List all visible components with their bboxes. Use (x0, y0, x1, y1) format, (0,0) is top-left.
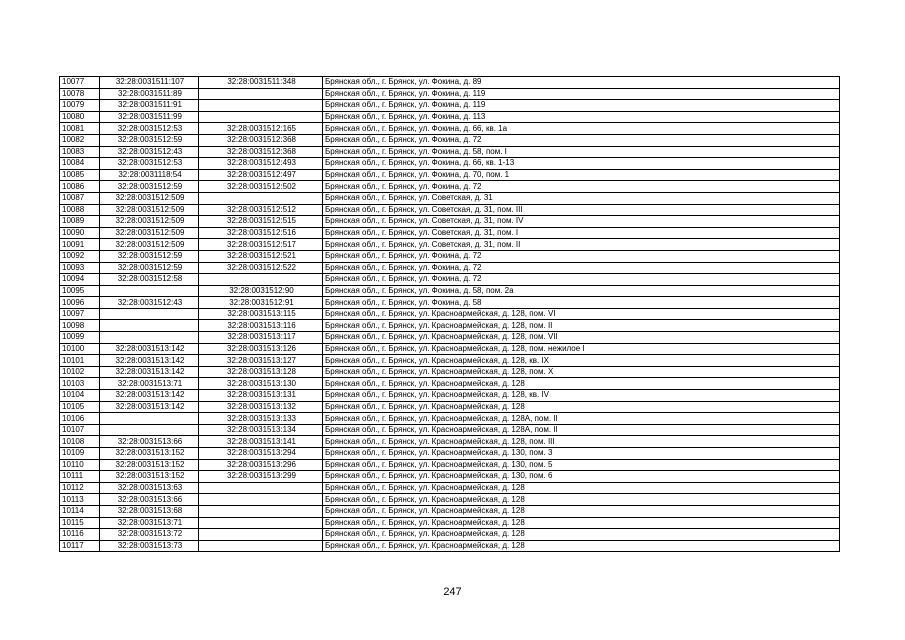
address-cell: Брянская обл., г. Брянск, ул. Красноармейская, д. 128 (323, 540, 840, 552)
row-number-cell: 10084 (60, 158, 100, 170)
object-cadastral-number-cell: 32:28:0031513:132 (199, 401, 323, 413)
object-cadastral-number-cell (199, 529, 323, 541)
address-cell: Брянская обл., г. Брянск, ул. Красноармейская, д. 128 (323, 517, 840, 529)
object-cadastral-number-cell: 32:28:0031513:296 (199, 459, 323, 471)
address-cell: Брянская обл., г. Брянск, ул. Фокина, д. 119 (323, 88, 840, 100)
address-cell: Брянская обл., г. Брянск, ул. Красноармейская, д. 130, пом. 3 (323, 448, 840, 460)
table-row (60, 378, 840, 390)
parcel-cadastral-number-cell: 32:28:0031512:509 (100, 192, 199, 204)
object-cadastral-number-cell: 32:28:0031512:516 (199, 227, 323, 239)
address-cell: Брянская обл., г. Брянск, ул. Фокина, д. 113 (323, 111, 840, 123)
row-number-cell: 10116 (60, 529, 100, 541)
parcel-cadastral-number-cell: 32:28:0031511:91 (100, 100, 199, 112)
row-number-cell: 10086 (60, 181, 100, 193)
parcel-cadastral-number-cell (100, 413, 199, 425)
parcel-cadastral-number-cell: 32:28:0031512:43 (100, 146, 199, 158)
row-number-cell: 10113 (60, 494, 100, 506)
row-number-cell: 10101 (60, 355, 100, 367)
registry-table-body (60, 77, 840, 552)
address-cell: Брянская обл., г. Брянск, ул. Красноармейская, д. 128, пом. VII (323, 332, 840, 344)
table-row (60, 505, 840, 517)
address-cell: Брянская обл., г. Брянск, ул. Советская, д. 31 (323, 192, 840, 204)
table-row (60, 227, 840, 239)
object-cadastral-number-cell: 32:28:0031513:131 (199, 390, 323, 402)
address-cell: Брянская обл., г. Брянск, ул. Фокина, д. 66, кв. 1-13 (323, 158, 840, 170)
table-row (60, 204, 840, 216)
address-cell: Брянская обл., г. Брянск, ул. Красноармейская, д. 128, кв. IX (323, 355, 840, 367)
parcel-cadastral-number-cell: 32:28:0031512:59 (100, 250, 199, 262)
row-number-cell: 10107 (60, 424, 100, 436)
object-cadastral-number-cell: 32:28:0031513:294 (199, 448, 323, 460)
object-cadastral-number-cell (199, 505, 323, 517)
parcel-cadastral-number-cell: 32:28:0031512:53 (100, 123, 199, 135)
address-cell: Брянская обл., г. Брянск, ул. Красноармейская, д. 130, пом. 5 (323, 459, 840, 471)
row-number-cell: 10111 (60, 471, 100, 483)
object-cadastral-number-cell: 32:28:0031513:299 (199, 471, 323, 483)
address-cell: Брянская обл., г. Брянск, ул. Красноармейская, д. 128, пом. III (323, 436, 840, 448)
address-cell: Брянская обл., г. Брянск, ул. Фокина, д. 89 (323, 77, 840, 89)
row-number-cell: 10094 (60, 274, 100, 286)
row-number-cell: 10115 (60, 517, 100, 529)
address-cell: Брянская обл., г. Брянск, ул. Советская, д. 31, пом. II (323, 239, 840, 251)
table-row (60, 169, 840, 181)
row-number-cell: 10080 (60, 111, 100, 123)
address-cell: Брянская обл., г. Брянск, ул. Красноармейская, д. 128, пом. X (323, 366, 840, 378)
parcel-cadastral-number-cell: 32:28:0031512:509 (100, 204, 199, 216)
parcel-cadastral-number-cell: 32:28:0031512:53 (100, 158, 199, 170)
parcel-cadastral-number-cell: 32:28:0031512:509 (100, 216, 199, 228)
object-cadastral-number-cell: 32:28:0031512:517 (199, 239, 323, 251)
address-cell: Брянская обл., г. Брянск, ул. Красноармейская, д. 128 (323, 482, 840, 494)
object-cadastral-number-cell: 32:28:0031512:502 (199, 181, 323, 193)
parcel-cadastral-number-cell (100, 332, 199, 344)
row-number-cell: 10091 (60, 239, 100, 251)
row-number-cell: 10079 (60, 100, 100, 112)
object-cadastral-number-cell: 32:28:0031513:126 (199, 343, 323, 355)
row-number-cell: 10077 (60, 77, 100, 89)
object-cadastral-number-cell: 32:28:0031513:133 (199, 413, 323, 425)
parcel-cadastral-number-cell: 32:28:0031511:89 (100, 88, 199, 100)
parcel-cadastral-number-cell (100, 320, 199, 332)
row-number-cell: 10085 (60, 169, 100, 181)
table-row (60, 297, 840, 309)
table-row (60, 192, 840, 204)
row-number-cell: 10083 (60, 146, 100, 158)
row-number-cell: 10099 (60, 332, 100, 344)
object-cadastral-number-cell: 32:28:0031512:368 (199, 134, 323, 146)
object-cadastral-number-cell (199, 482, 323, 494)
parcel-cadastral-number-cell: 32:28:0031511:99 (100, 111, 199, 123)
object-cadastral-number-cell: 32:28:0031512:515 (199, 216, 323, 228)
address-cell: Брянская обл., г. Брянск, ул. Красноармейская, д. 128, пом. II (323, 320, 840, 332)
object-cadastral-number-cell: 32:28:0031513:117 (199, 332, 323, 344)
table-row (60, 332, 840, 344)
address-cell: Брянская обл., г. Брянск, ул. Красноармейская, д. 128 (323, 529, 840, 541)
table-row (60, 123, 840, 135)
parcel-cadastral-number-cell: 32:28:0031513:71 (100, 517, 199, 529)
row-number-cell: 10105 (60, 401, 100, 413)
row-number-cell: 10117 (60, 540, 100, 552)
table-row (60, 77, 840, 89)
address-cell: Брянская обл., г. Брянск, ул. Красноармейская, д. 128 (323, 378, 840, 390)
table-row (60, 366, 840, 378)
address-cell: Брянская обл., г. Брянск, ул. Красноармейская, д. 128 (323, 505, 840, 517)
object-cadastral-number-cell: 32:28:0031512:368 (199, 146, 323, 158)
parcel-cadastral-number-cell: 32:28:0031512:509 (100, 239, 199, 251)
table-row (60, 285, 840, 297)
address-cell: Брянская обл., г. Брянск, ул. Красноармейская, д. 128 (323, 401, 840, 413)
table-row (60, 540, 840, 552)
object-cadastral-number-cell: 32:28:0031512:512 (199, 204, 323, 216)
object-cadastral-number-cell (199, 111, 323, 123)
parcel-cadastral-number-cell: 32:28:0031513:152 (100, 459, 199, 471)
table-row (60, 424, 840, 436)
parcel-cadastral-number-cell: 32:28:0031118:54 (100, 169, 199, 181)
parcel-cadastral-number-cell: 32:28:0031513:142 (100, 343, 199, 355)
row-number-cell: 10102 (60, 366, 100, 378)
parcel-cadastral-number-cell: 32:28:0031511:107 (100, 77, 199, 89)
table-row (60, 494, 840, 506)
table-row (60, 111, 840, 123)
parcel-cadastral-number-cell (100, 285, 199, 297)
table-row (60, 308, 840, 320)
address-cell: Брянская обл., г. Брянск, ул. Фокина, д. 72 (323, 274, 840, 286)
object-cadastral-number-cell (199, 274, 323, 286)
row-number-cell: 10098 (60, 320, 100, 332)
row-number-cell: 10090 (60, 227, 100, 239)
address-cell: Брянская обл., г. Брянск, ул. Красноармейская, д. 128, кв. IV (323, 390, 840, 402)
table-row (60, 320, 840, 332)
table-row (60, 459, 840, 471)
object-cadastral-number-cell: 32:28:0031512:165 (199, 123, 323, 135)
row-number-cell: 10078 (60, 88, 100, 100)
object-cadastral-number-cell (199, 88, 323, 100)
row-number-cell: 10093 (60, 262, 100, 274)
parcel-cadastral-number-cell: 32:28:0031512:59 (100, 181, 199, 193)
address-cell: Брянская обл., г. Брянск, ул. Фокина, д. 119 (323, 100, 840, 112)
parcel-cadastral-number-cell: 32:28:0031512:59 (100, 134, 199, 146)
object-cadastral-number-cell: 32:28:0031513:130 (199, 378, 323, 390)
row-number-cell: 10082 (60, 134, 100, 146)
object-cadastral-number-cell: 32:28:0031511:348 (199, 77, 323, 89)
row-number-cell: 10089 (60, 216, 100, 228)
row-number-cell: 10095 (60, 285, 100, 297)
parcel-cadastral-number-cell: 32:28:0031512:509 (100, 227, 199, 239)
object-cadastral-number-cell: 32:28:0031513:128 (199, 366, 323, 378)
row-number-cell: 10109 (60, 448, 100, 460)
parcel-cadastral-number-cell: 32:28:0031513:72 (100, 529, 199, 541)
object-cadastral-number-cell: 32:28:0031513:127 (199, 355, 323, 367)
object-cadastral-number-cell (199, 192, 323, 204)
parcel-cadastral-number-cell: 32:28:0031513:68 (100, 505, 199, 517)
address-cell: Брянская обл., г. Брянск, ул. Красноармейская, д. 128, пом. VI (323, 308, 840, 320)
object-cadastral-number-cell (199, 540, 323, 552)
table-row (60, 529, 840, 541)
address-cell: Брянская обл., г. Брянск, ул. Фокина, д. 70, пом. 1 (323, 169, 840, 181)
object-cadastral-number-cell: 32:28:0031513:141 (199, 436, 323, 448)
table-row (60, 482, 840, 494)
row-number-cell: 10108 (60, 436, 100, 448)
address-cell: Брянская обл., г. Брянск, ул. Фокина, д. 58, пом. 2а (323, 285, 840, 297)
parcel-cadastral-number-cell: 32:28:0031513:142 (100, 401, 199, 413)
table-row (60, 239, 840, 251)
row-number-cell: 10114 (60, 505, 100, 517)
parcel-cadastral-number-cell: 32:28:0031513:66 (100, 436, 199, 448)
row-number-cell: 10087 (60, 192, 100, 204)
table-row (60, 88, 840, 100)
object-cadastral-number-cell: 32:28:0031512:521 (199, 250, 323, 262)
row-number-cell: 10104 (60, 390, 100, 402)
object-cadastral-number-cell: 32:28:0031513:134 (199, 424, 323, 436)
property-registry-table (59, 76, 840, 552)
parcel-cadastral-number-cell: 32:28:0031513:63 (100, 482, 199, 494)
row-number-cell: 10100 (60, 343, 100, 355)
row-number-cell: 10112 (60, 482, 100, 494)
parcel-cadastral-number-cell: 32:28:0031512:58 (100, 274, 199, 286)
address-cell: Брянская обл., г. Брянск, ул. Фокина, д. 66, кв. 1а (323, 123, 840, 135)
object-cadastral-number-cell: 32:28:0031512:497 (199, 169, 323, 181)
row-number-cell: 10106 (60, 413, 100, 425)
table-row (60, 158, 840, 170)
table-row (60, 448, 840, 460)
object-cadastral-number-cell (199, 494, 323, 506)
table-row (60, 181, 840, 193)
address-cell: Брянская обл., г. Брянск, ул. Красноармейская, д. 130, пом. 6 (323, 471, 840, 483)
address-cell: Брянская обл., г. Брянск, ул. Фокина, д. 72 (323, 262, 840, 274)
table-row (60, 436, 840, 448)
object-cadastral-number-cell: 32:28:0031513:116 (199, 320, 323, 332)
address-cell: Брянская обл., г. Брянск, ул. Фокина, д. 72 (323, 134, 840, 146)
table-row (60, 343, 840, 355)
object-cadastral-number-cell: 32:28:0031512:493 (199, 158, 323, 170)
object-cadastral-number-cell: 32:28:0031513:115 (199, 308, 323, 320)
table-row (60, 262, 840, 274)
parcel-cadastral-number-cell: 32:28:0031513:71 (100, 378, 199, 390)
page-number: 247 (443, 586, 462, 598)
table-row (60, 216, 840, 228)
object-cadastral-number-cell (199, 100, 323, 112)
address-cell: Брянская обл., г. Брянск, ул. Красноармейская, д. 128А, пом. II (323, 413, 840, 425)
address-cell: Брянская обл., г. Брянск, ул. Фокина, д. 58, пом. I (323, 146, 840, 158)
parcel-cadastral-number-cell: 32:28:0031513:66 (100, 494, 199, 506)
address-cell: Брянская обл., г. Брянск, ул. Красноармейская, д. 128 (323, 494, 840, 506)
parcel-cadastral-number-cell: 32:28:0031513:142 (100, 355, 199, 367)
table-row (60, 100, 840, 112)
table-row (60, 413, 840, 425)
row-number-cell: 10081 (60, 123, 100, 135)
row-number-cell: 10110 (60, 459, 100, 471)
parcel-cadastral-number-cell: 32:28:0031513:142 (100, 390, 199, 402)
table-row (60, 274, 840, 286)
address-cell: Брянская обл., г. Брянск, ул. Фокина, д. 72 (323, 181, 840, 193)
row-number-cell: 10097 (60, 308, 100, 320)
table-row (60, 390, 840, 402)
parcel-cadastral-number-cell: 32:28:0031513:152 (100, 448, 199, 460)
object-cadastral-number-cell (199, 517, 323, 529)
address-cell: Брянская обл., г. Брянск, ул. Советская, д. 31, пом. I (323, 227, 840, 239)
object-cadastral-number-cell: 32:28:0031512:90 (199, 285, 323, 297)
object-cadastral-number-cell: 32:28:0031512:91 (199, 297, 323, 309)
parcel-cadastral-number-cell: 32:28:0031513:73 (100, 540, 199, 552)
object-cadastral-number-cell: 32:28:0031512:522 (199, 262, 323, 274)
parcel-cadastral-number-cell: 32:28:0031512:59 (100, 262, 199, 274)
table-row (60, 517, 840, 529)
table-row (60, 134, 840, 146)
address-cell: Брянская обл., г. Брянск, ул. Красноармейская, д. 128А, пом. II (323, 424, 840, 436)
table-row (60, 355, 840, 367)
row-number-cell: 10103 (60, 378, 100, 390)
table-row (60, 401, 840, 413)
address-cell: Брянская обл., г. Брянск, ул. Советская, д. 31, пом. III (323, 204, 840, 216)
row-number-cell: 10096 (60, 297, 100, 309)
parcel-cadastral-number-cell: 32:28:0031513:152 (100, 471, 199, 483)
address-cell: Брянская обл., г. Брянск, ул. Фокина, д. 58 (323, 297, 840, 309)
table-row (60, 146, 840, 158)
table-row (60, 250, 840, 262)
parcel-cadastral-number-cell: 32:28:0031512:43 (100, 297, 199, 309)
parcel-cadastral-number-cell (100, 308, 199, 320)
parcel-cadastral-number-cell: 32:28:0031513:142 (100, 366, 199, 378)
address-cell: Брянская обл., г. Брянск, ул. Фокина, д. 72 (323, 250, 840, 262)
address-cell: Брянская обл., г. Брянск, ул. Советская, д. 31, пом. IV (323, 216, 840, 228)
row-number-cell: 10092 (60, 250, 100, 262)
row-number-cell: 10088 (60, 204, 100, 216)
parcel-cadastral-number-cell (100, 424, 199, 436)
address-cell: Брянская обл., г. Брянск, ул. Красноармейская, д. 128, пом. нежилое I (323, 343, 840, 355)
table-row (60, 471, 840, 483)
